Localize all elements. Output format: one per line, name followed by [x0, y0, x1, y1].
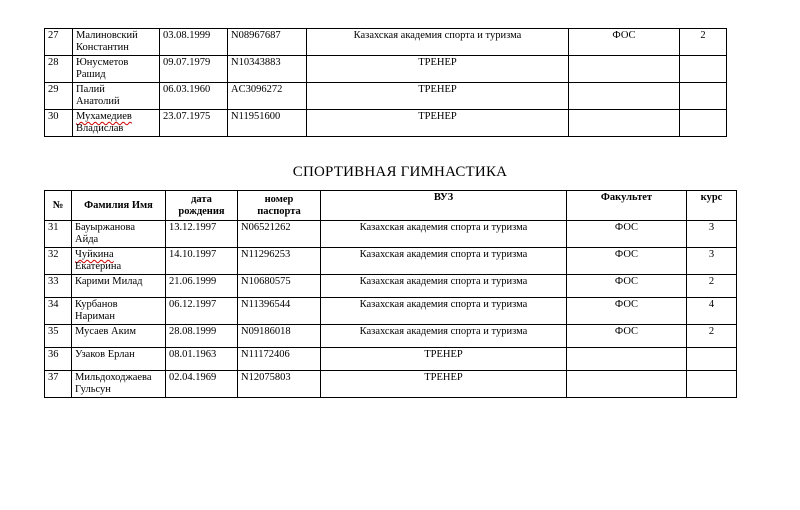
cell-course: 4: [687, 298, 737, 325]
cell-dob: 08.01.1963: [166, 348, 238, 371]
cell-dob: 02.04.1969: [166, 371, 238, 398]
table-row: [45, 110, 727, 137]
cell-passport: AC3096272: [228, 83, 307, 110]
table-row: [45, 221, 737, 248]
table-row: [45, 83, 727, 110]
cell-dob: 06.03.1960: [160, 83, 228, 110]
cell-no: 27: [45, 29, 73, 56]
cell-no: 28: [45, 56, 73, 83]
cell-dob: 14.10.1997: [166, 248, 238, 275]
cell-course: [687, 348, 737, 371]
cell-faculty: [569, 110, 680, 137]
cell-dob: 03.08.1999: [160, 29, 228, 56]
cell-vuz: Казахская академия спорта и туризма: [321, 275, 567, 298]
cell-no: 29: [45, 83, 73, 110]
cell-name: Бауыржанова Айда: [72, 221, 166, 248]
cell-course: [680, 110, 727, 137]
cell-name: Юнусметов Рашид: [73, 56, 160, 83]
cell-name: Палий Анатолий: [73, 83, 160, 110]
cell-passport: N09186018: [238, 325, 321, 348]
cell-name: Малиновский Константин: [73, 29, 160, 56]
cell-faculty: [567, 348, 687, 371]
previous-section-table: [44, 28, 727, 137]
cell-vuz: ТРЕНЕР: [307, 110, 569, 137]
cell-faculty: ФОС: [567, 325, 687, 348]
cell-course: 2: [687, 325, 737, 348]
header-name: Фамилия Имя: [72, 191, 166, 221]
cell-no: 36: [45, 348, 72, 371]
cell-faculty: [569, 83, 680, 110]
cell-vuz: Казахская академия спорта и туризма: [321, 325, 567, 348]
cell-name: Мухамедиев Владислав: [73, 110, 160, 137]
cell-no: 35: [45, 325, 72, 348]
cell-dob: 28.08.1999: [166, 325, 238, 348]
cell-passport: N11396544: [238, 298, 321, 325]
cell-no: 33: [45, 275, 72, 298]
cell-vuz: ТРЕНЕР: [307, 56, 569, 83]
cell-vuz: ТРЕНЕР: [307, 83, 569, 110]
cell-vuz: Казахская академия спорта и туризма: [321, 298, 567, 325]
table-row: [45, 325, 737, 348]
cell-passport: N11296253: [238, 248, 321, 275]
cell-dob: 09.07.1979: [160, 56, 228, 83]
table-row: [45, 248, 737, 275]
cell-vuz: Казахская академия спорта и туризма: [321, 221, 567, 248]
table-row: [45, 29, 727, 56]
cell-course: [680, 56, 727, 83]
gymnastics-table: [44, 190, 737, 398]
cell-passport: N10680575: [238, 275, 321, 298]
cell-vuz: ТРЕНЕР: [321, 371, 567, 398]
header-no: №: [45, 191, 72, 221]
table-row: [45, 56, 727, 83]
header-course: курс: [687, 191, 737, 221]
cell-faculty: [567, 371, 687, 398]
cell-faculty: ФОС: [567, 298, 687, 325]
cell-vuz: ТРЕНЕР: [321, 348, 567, 371]
cell-faculty: ФОС: [567, 221, 687, 248]
cell-dob: 23.07.1975: [160, 110, 228, 137]
header-faculty: Факультет: [567, 191, 687, 221]
cell-faculty: ФОС: [567, 275, 687, 298]
cell-name: Мильдоходжаева Гульсун: [72, 371, 166, 398]
cell-faculty: ФОС: [567, 248, 687, 275]
cell-no: 31: [45, 221, 72, 248]
cell-course: 3: [687, 248, 737, 275]
header-passport: номер паспорта: [238, 191, 321, 221]
cell-course: [680, 83, 727, 110]
cell-name: Узаков Ерлан: [72, 348, 166, 371]
cell-dob: 06.12.1997: [166, 298, 238, 325]
table-row: [45, 275, 737, 298]
cell-course: 3: [687, 221, 737, 248]
table-header-row: [45, 191, 737, 221]
cell-vuz: Казахская академия спорта и туризма: [321, 248, 567, 275]
cell-no: 37: [45, 371, 72, 398]
cell-passport: N11172406: [238, 348, 321, 371]
cell-passport: N08967687: [228, 29, 307, 56]
cell-name: Курбанов Нариман: [72, 298, 166, 325]
cell-course: [687, 371, 737, 398]
table-row: [45, 298, 737, 325]
cell-name: Чуйкина Екатерина: [72, 248, 166, 275]
table-row: [45, 371, 737, 398]
cell-dob: 21.06.1999: [166, 275, 238, 298]
cell-name: Карими Милад: [72, 275, 166, 298]
cell-passport: N10343883: [228, 56, 307, 83]
cell-vuz: Казахская академия спорта и туризма: [307, 29, 569, 56]
table-row: [45, 348, 737, 371]
cell-name: Мусаев Аким: [72, 325, 166, 348]
cell-course: 2: [680, 29, 727, 56]
cell-passport: N06521262: [238, 221, 321, 248]
section-title: СПОРТИВНАЯ ГИМНАСТИКА: [292, 164, 508, 180]
cell-passport: N12075803: [238, 371, 321, 398]
cell-passport: N11951600: [228, 110, 307, 137]
cell-faculty: ФОС: [569, 29, 680, 56]
cell-no: 32: [45, 248, 72, 275]
header-vuz: ВУЗ: [321, 191, 567, 221]
cell-no: 34: [45, 298, 72, 325]
cell-no: 30: [45, 110, 73, 137]
cell-faculty: [569, 56, 680, 83]
cell-course: 2: [687, 275, 737, 298]
cell-dob: 13.12.1997: [166, 221, 238, 248]
header-dob: дата рождения: [166, 191, 238, 221]
